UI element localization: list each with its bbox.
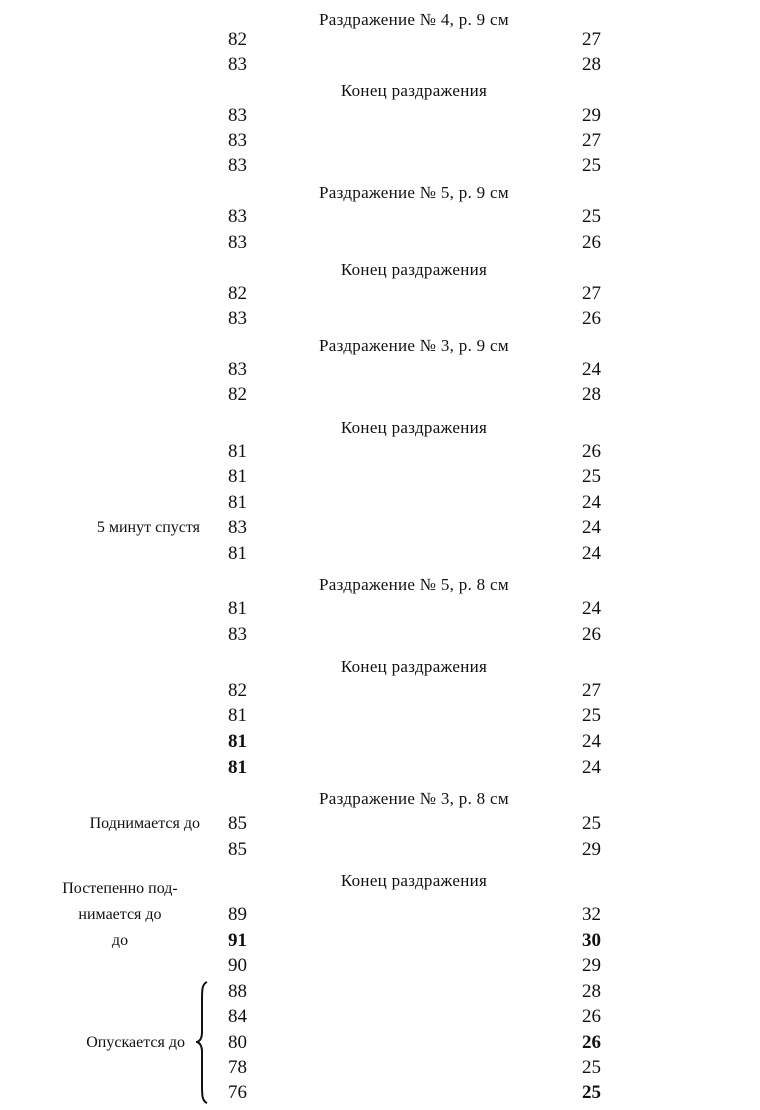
table-row: 81 24 [228, 543, 601, 564]
table-row: 76 25 [228, 1082, 601, 1103]
heading-stimulus-3-8cm: Раздражение № 3, р. 8 см [319, 789, 509, 808]
table-row: 83 24 [228, 359, 601, 380]
table-row: 81 24 [228, 757, 601, 778]
heading-end-stimulus: Конец раздражения [340, 81, 488, 100]
heading-stimulus-5-9cm: Раздражение № 5, р. 9 см [319, 183, 509, 202]
table-row: 81 26 [228, 441, 601, 462]
table-row: 78 25 [228, 1057, 601, 1078]
note-rises-to: Поднимается до [89, 815, 200, 832]
table-row: 82 27 [228, 680, 601, 701]
brace-icon [196, 980, 210, 1105]
note-five-minutes-later: 5 минут спустя [96, 519, 200, 536]
table-row: 85 29 [228, 839, 601, 860]
note-gradually-rises: Постепенно под- нимается до до [62, 880, 178, 949]
table-row: 83 26 [228, 308, 601, 329]
table-row: 83 26 [228, 624, 601, 645]
table-row: Поднимается до 85 25 [89, 813, 601, 834]
heading-stimulus-4-9cm: Раздражение № 4, р. 9 см [319, 10, 509, 29]
heading-end-stimulus: Конец раздражения [340, 418, 488, 437]
table-row: 82 28 [228, 384, 601, 405]
table-row: 88 28 [228, 981, 601, 1002]
table-row: 81 25 [228, 705, 601, 726]
table-row: 83 26 [228, 232, 601, 253]
heading-end-stimulus: Конец раздражения [340, 657, 488, 676]
table-row: 83 28 [228, 54, 601, 75]
table-row: 83 25 [228, 206, 601, 227]
table-row: 91 30 [228, 930, 601, 951]
table-row: 90 29 [228, 955, 601, 976]
table-row: 84 26 [228, 1006, 601, 1027]
heading-end-stimulus: Конец раздражения [340, 871, 488, 890]
heading-end-stimulus: Конец раздражения [340, 260, 488, 279]
table-row: 83 27 [228, 130, 601, 151]
table-row: 83 25 [228, 155, 601, 176]
table-row: 81 24 [228, 731, 601, 752]
table-row: 81 24 [228, 492, 601, 513]
table-row: 5 минут спустя 83 24 [96, 517, 601, 538]
heading-stimulus-3-9cm: Раздражение № 3, р. 9 см [319, 336, 509, 355]
table-row: 81 24 [228, 598, 601, 619]
note-falls-to: Опускается до [86, 1034, 185, 1051]
table-row: Опускается до 80 26 [86, 1032, 601, 1053]
table-row: 81 25 [228, 466, 601, 487]
table-row: 89 32 [228, 904, 601, 925]
table-row: 83 29 [228, 105, 601, 126]
table-row: 82 27 [228, 283, 601, 304]
table-row: 82 27 [228, 29, 601, 50]
heading-stimulus-5-8cm: Раздражение № 5, р. 8 см [319, 575, 509, 594]
